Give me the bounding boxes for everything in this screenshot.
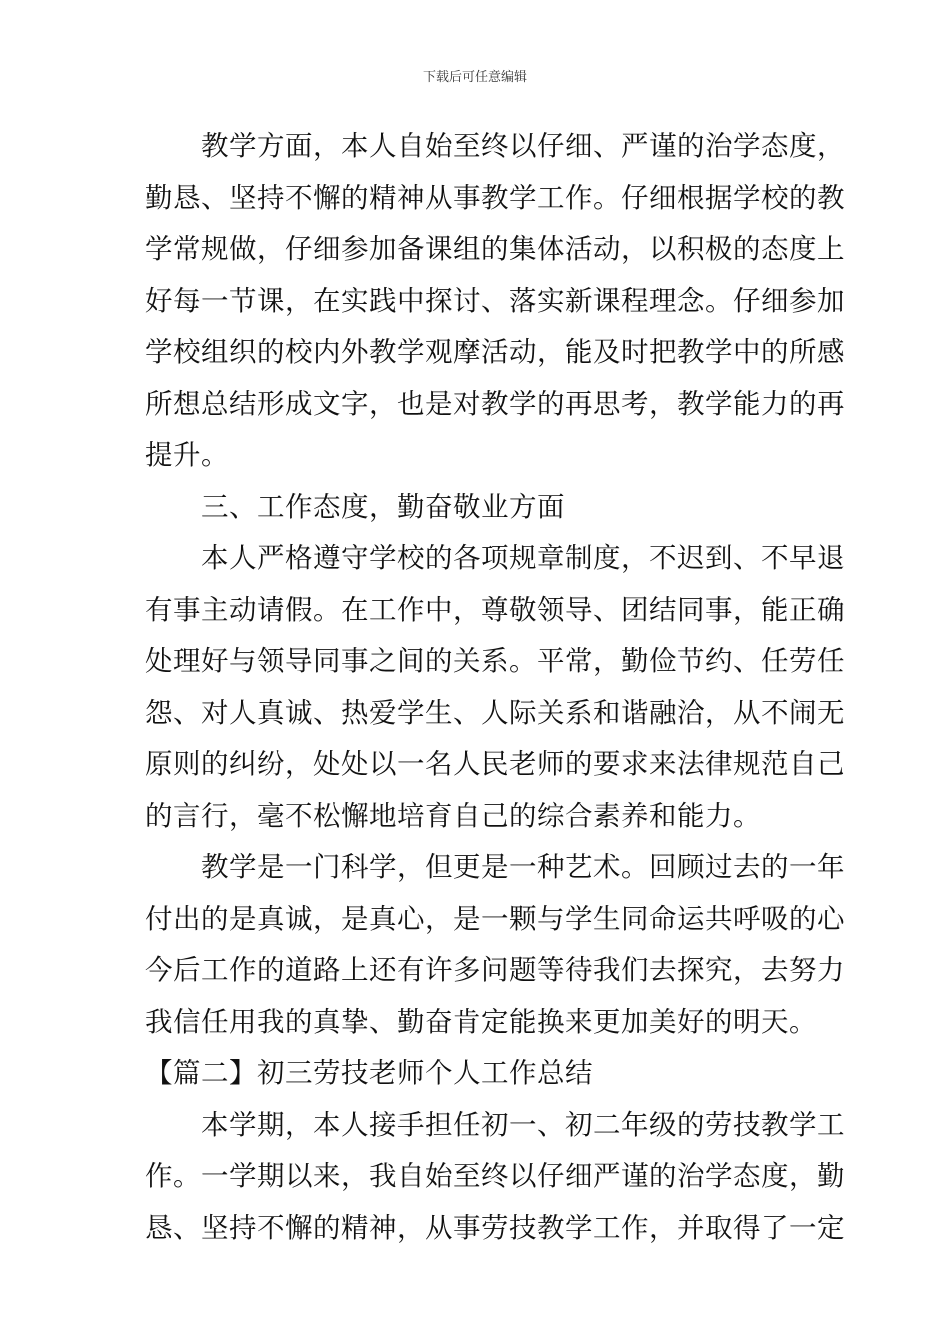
paragraph-line: 学校组织的校内外教学观摩活动，能及时把教学中的所感	[145, 336, 845, 368]
paragraph-line: 恳、坚持不懈的精神，从事劳技教学工作，并取得了一定	[145, 1211, 845, 1244]
paragraph-line: 本人严格遵守学校的各项规章制度，不迟到、不早退	[201, 542, 845, 574]
page-header: 下载后可任意编辑	[422, 70, 527, 85]
paragraph-line: 作。一学期以来，我自始至终以仔细严谨的治学态度，勤	[145, 1160, 845, 1192]
paragraph-line: 好每一节课，在实践中探讨、落实新课程理念。仔细参加	[145, 284, 845, 317]
paragraph-line: 我信任用我的真挚、勤奋肯定能换来更加美好的明天。	[145, 1005, 817, 1038]
paragraph-line: 的言行，毫不松懈地培育自己的综合素养和能力。	[145, 799, 761, 832]
paragraph-line: 所想总结形成文字，也是对教学的再思考，教学能力的再	[145, 387, 845, 420]
article-title: 【篇二】初三劳技老师个人工作总结	[145, 1057, 593, 1089]
paragraph-line: 提升。	[145, 439, 229, 471]
paragraph-line: 教学是一门科学，但更是一种艺术。回顾过去的一年	[201, 851, 845, 883]
paragraph-line: 本学期，本人接手担任初一、初二年级的劳技教学工	[201, 1108, 845, 1141]
paragraph-line: 教学方面，本人自始至终以仔细、严谨的治学态度，	[201, 130, 845, 162]
paragraph-line: 怨、对人真诚、热爱学生、人际关系和谐融洽，从不闹无	[145, 696, 845, 729]
paragraph-line: 今后工作的道路上还有许多问题等待我们去探究，去努力	[145, 954, 845, 986]
paragraph-line: 有事主动请假。在工作中，尊敬领导、团结同事，能正确	[145, 593, 845, 626]
paragraph-line: 付出的是真诚，是真心，是一颗与学生同命运共呼吸的心	[145, 902, 845, 935]
paragraph-line: 原则的纠纷，处处以一名人民老师的要求来法律规范自己	[145, 748, 845, 780]
section-heading: 三、工作态度，勤奋敬业方面	[201, 490, 565, 523]
paragraph-line: 处理好与领导同事之间的关系。平常，勤俭节约、任劳任	[145, 645, 845, 677]
paragraph-line: 勤恳、坚持不懈的精神从事教学工作。仔细根据学校的教	[145, 181, 845, 214]
paragraph-line: 学常规做，仔细参加备课组的集体活动，以积极的态度上	[145, 233, 845, 265]
document-body	[145, 121, 845, 1254]
